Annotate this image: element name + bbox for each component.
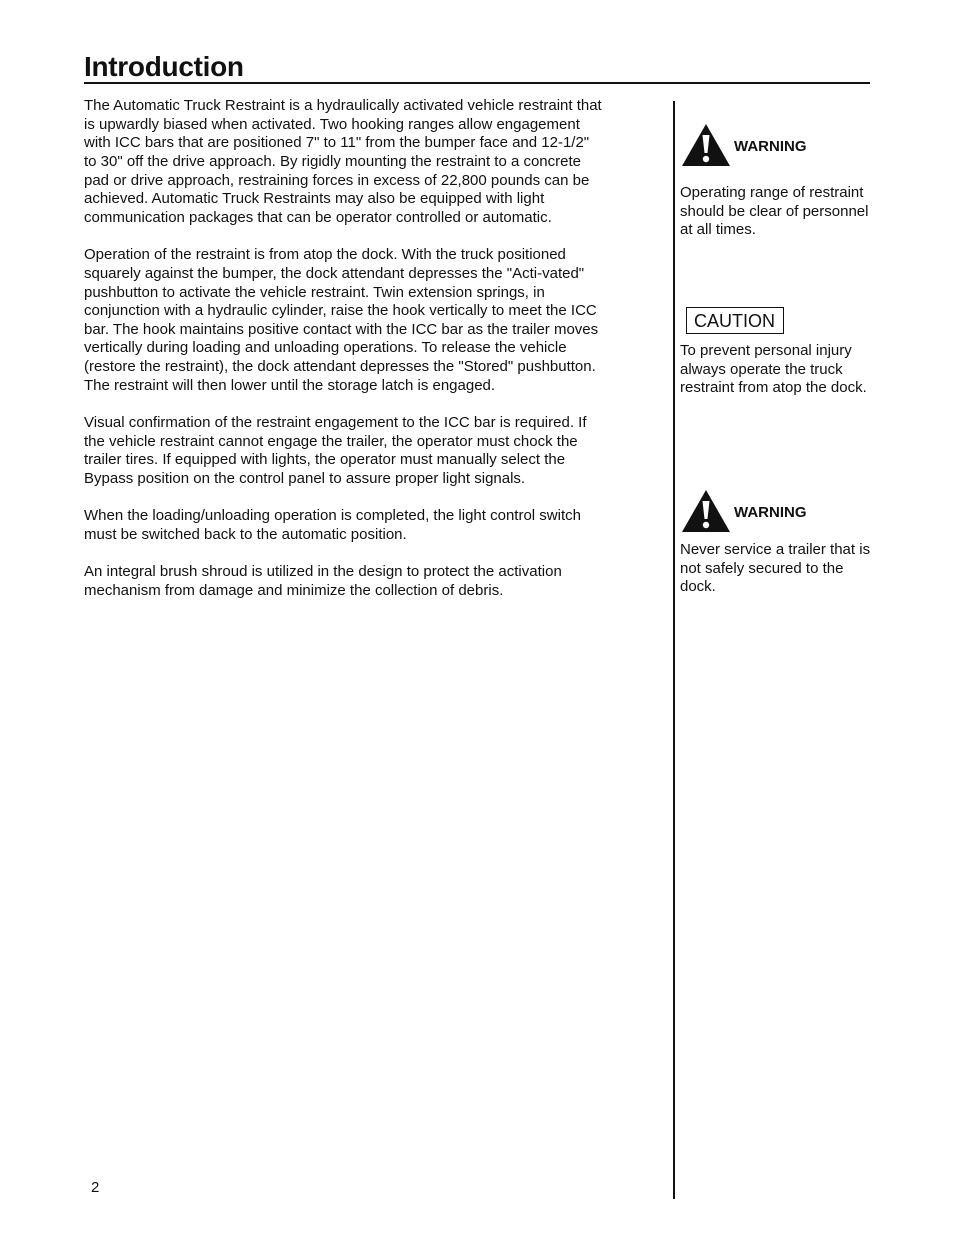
warning-text: Operating range of restraint should be clear of personnel at all times. [680, 184, 869, 239]
caution-text: To prevent personal injury always operate the truck restraint from atop the dock. [680, 342, 867, 397]
intro-paragraph-3: Visual confirmation of the restraint engagement to the ICC bar is required. If the vehicle restraint cannot engage the trailer, the operator must chock the trailer tires. If equipped with lights, the operator must manually select the Bypass position on the control panel to assure proper light signals. [84, 414, 587, 487]
warning-text: Never service a trailer that is not safely secured to the dock. [680, 541, 871, 596]
warning-note-service [680, 488, 880, 597]
caution-label: CAUTION [686, 307, 784, 334]
column-divider [673, 101, 675, 1199]
warning-note-personnel [680, 122, 880, 240]
warning-label: WARNING [734, 504, 807, 521]
warning-header [680, 122, 880, 168]
title-underline [84, 82, 870, 84]
intro-paragraph-4: When the loading/unloading operation is completed, the light control switch must be switched back to the automatic position. [84, 507, 581, 543]
page-number: 2 [91, 1179, 100, 1196]
warning-triangle-icon [680, 488, 732, 534]
warning-label: WARNING [734, 138, 807, 155]
intro-paragraph-5: An integral brush shroud is utilized in the design to protect the activation mechanism from damage and minimize the collection of debris. [84, 563, 562, 599]
page-title: Introduction [84, 51, 244, 82]
warning-header [680, 488, 880, 534]
warning-triangle-icon [680, 122, 732, 168]
caution-note-operate [680, 307, 880, 398]
main-body [84, 97, 604, 619]
intro-paragraph-2: Operation of the restraint is from atop the dock. With the truck positioned squarely against the bumper, the dock attendant depresses the "Acti-vated" pushbutton to activate the vehicle restraint. Twin extension springs, in conjunction with a hydraulic cylinder, raise the hook vertically to meet the ICC bar. The hook maintains positive contact with the ICC bar as the trailer moves vertically during loading and unloading operations. To release the vehicle (restore the restraint), the dock attendant depresses the "Stored" pushbutton. The restraint will then lower until the storage latch is engaged. [84, 246, 599, 394]
intro-paragraph-1: The Automatic Truck Restraint is a hydraulically activated vehicle restraint that is upwardly biased when activated. Two hooking ranges allow engagement with ICC bars that are positioned 7" to 11" from the bumper face and 12-1/2" to 30" off the drive approach. By rigidly mounting the restraint to a concrete pad or drive approach, restraining forces in excess of 22,800 pounds can be achieved. Automatic Truck Restraints may also be equipped with light communication packages that can be operator controlled or automatic. [84, 97, 602, 226]
